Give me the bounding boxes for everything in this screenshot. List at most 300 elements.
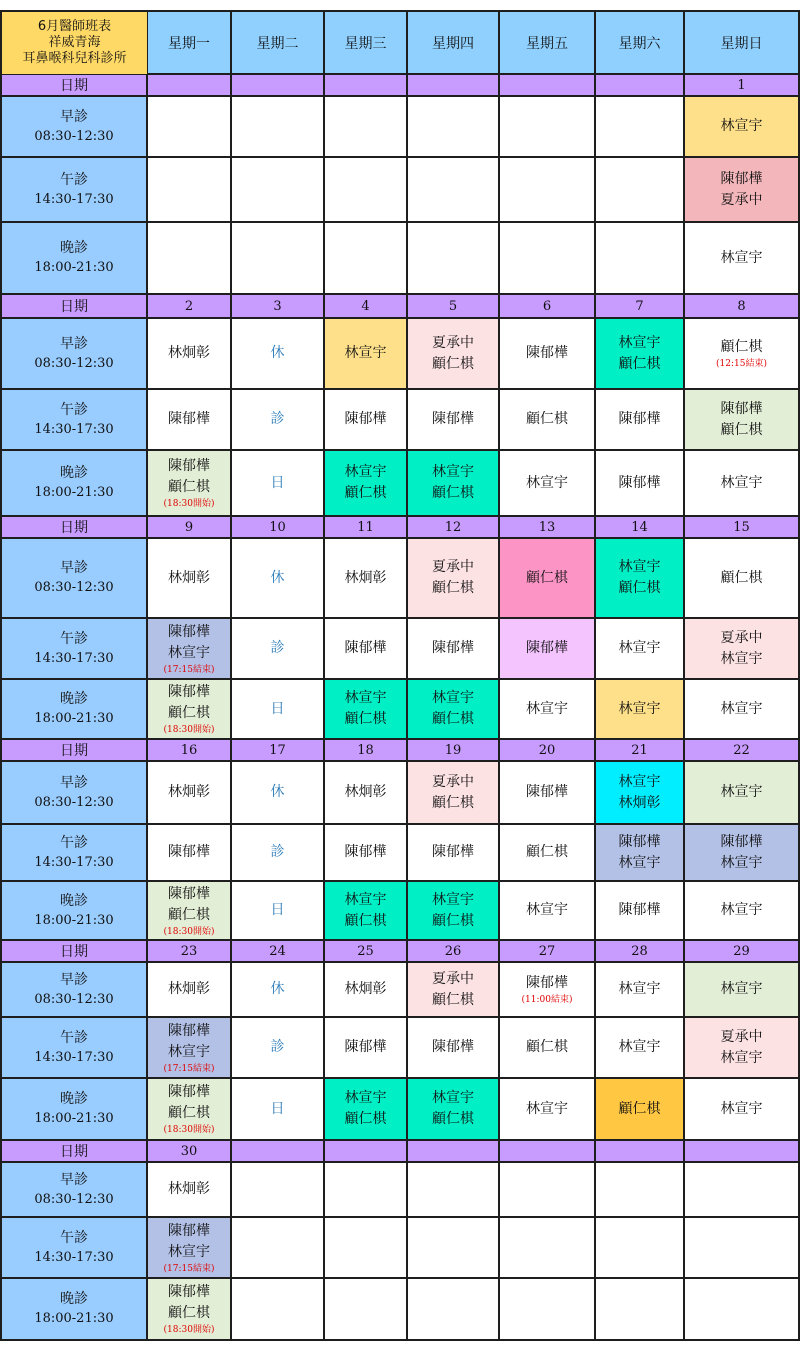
session-time: 18:00-21:30 xyxy=(34,1111,114,1126)
schedule-cell xyxy=(500,762,596,825)
doctor-name: 夏承中 xyxy=(720,629,763,646)
schedule-cell xyxy=(408,1079,500,1141)
schedule-cell xyxy=(500,1079,596,1141)
doctor-name: 顧仁棋 xyxy=(168,479,210,495)
date-cell xyxy=(325,941,408,963)
schedule-cell xyxy=(685,223,800,295)
schedule-cell xyxy=(232,319,325,390)
schedule-cell xyxy=(148,539,232,619)
date-number: 16 xyxy=(180,742,198,758)
doctor-name: 林宣宇 xyxy=(344,891,387,908)
weekday-header xyxy=(408,10,500,75)
session-time: 14:30-17:30 xyxy=(34,1049,114,1065)
schedule-cell xyxy=(685,1218,800,1279)
schedule-cell xyxy=(325,1218,408,1279)
date-cell xyxy=(408,941,500,963)
doctor-name: 林宣宇 xyxy=(720,650,763,667)
schedule-cell xyxy=(685,882,800,941)
date-number: 8 xyxy=(737,298,746,314)
session-time: 18:00-21:30 xyxy=(34,1311,114,1326)
session-label-morning xyxy=(0,1163,148,1218)
schedule-cell xyxy=(325,1018,408,1079)
date-cell xyxy=(408,75,500,97)
doctor-name: 陳郁樺 xyxy=(526,784,568,800)
schedule-cell xyxy=(148,451,232,517)
weekday-label: 星期二 xyxy=(256,35,299,52)
doctor-name: 顧仁棋 xyxy=(526,411,568,427)
schedule-cell xyxy=(232,882,325,941)
doctor-name: 林宣宇 xyxy=(432,891,474,908)
schedule-cell xyxy=(325,390,408,451)
schedule-cell xyxy=(500,1218,596,1279)
doctor-name: 顧仁棋 xyxy=(432,355,474,372)
doctor-name: 陳郁樺 xyxy=(720,170,763,187)
doctor-name: 林宣宇 xyxy=(344,1090,387,1106)
doctor-name: 林炯彰 xyxy=(618,794,661,811)
date-cell xyxy=(408,740,500,762)
date-number: 4 xyxy=(361,298,370,314)
doctor-name: 林宣宇 xyxy=(720,1049,763,1066)
doctor-name: 顧仁棋 xyxy=(526,844,568,860)
doctor-name: 林宣宇 xyxy=(618,773,661,790)
schedule-cell xyxy=(232,963,325,1018)
schedule-cell xyxy=(232,619,325,680)
closed-marker: 日 xyxy=(270,474,285,491)
weekday-label: 星期日 xyxy=(720,35,763,52)
doctor-name: 陳郁樺 xyxy=(168,1284,210,1300)
schedule-cell xyxy=(232,223,325,295)
doctor-name: 顧仁棋 xyxy=(526,1039,568,1055)
schedule-cell xyxy=(232,451,325,517)
schedule-cell xyxy=(596,1279,685,1341)
doctor-name: 林宣宇 xyxy=(720,784,763,800)
date-number: 29 xyxy=(733,943,750,959)
shift-note: (18:30開始) xyxy=(163,1125,215,1135)
date-cell xyxy=(232,75,325,97)
schedule-cell xyxy=(232,1018,325,1079)
doctor-name: 夏承中 xyxy=(720,1028,763,1045)
session-label-afternoon xyxy=(0,1218,148,1279)
date-row-label xyxy=(0,740,148,762)
session-time: 08:30-12:30 xyxy=(34,355,114,371)
doctor-name: 林宣宇 xyxy=(526,700,568,717)
session-name: 早診 xyxy=(60,774,88,791)
shift-note: (17:15結束) xyxy=(163,664,215,675)
date-cell xyxy=(325,517,408,539)
doctor-name: 陳郁樺 xyxy=(526,640,568,656)
session-name: 晚診 xyxy=(60,1091,88,1107)
doctor-name: 顧仁棋 xyxy=(168,1305,210,1321)
schedule-cell xyxy=(685,619,800,680)
session-time: 08:30-12:30 xyxy=(34,794,114,810)
schedule-cell xyxy=(685,158,800,223)
date-cell xyxy=(685,295,800,319)
doctor-name: 林宣宇 xyxy=(720,249,763,266)
date-cell xyxy=(685,740,800,762)
session-name: 午診 xyxy=(60,401,88,418)
date-cell xyxy=(232,1141,325,1163)
session-label-morning xyxy=(0,963,148,1018)
date-number: 7 xyxy=(635,298,644,314)
doctor-name: 陳郁樺 xyxy=(432,411,474,427)
doctor-name: 林宣宇 xyxy=(618,700,661,717)
session-name: 晚診 xyxy=(60,1291,88,1307)
session-time: 08:30-12:30 xyxy=(34,991,114,1007)
session-label-evening xyxy=(0,1279,148,1341)
doctor-name: 林宣宇 xyxy=(720,700,763,717)
session-name: 晚診 xyxy=(60,892,88,909)
schedule-cell xyxy=(325,1079,408,1141)
schedule-cell xyxy=(500,451,596,517)
date-cell xyxy=(500,295,596,319)
date-cell xyxy=(148,75,232,97)
doctor-name: 夏承中 xyxy=(432,970,474,987)
date-number: 9 xyxy=(184,519,194,535)
shift-note: (18:30開始) xyxy=(163,926,215,937)
session-time: 18:00-21:30 xyxy=(34,260,114,275)
date-label-text: 日期 xyxy=(60,520,88,536)
schedule-cell xyxy=(596,963,685,1018)
doctor-name: 陳郁樺 xyxy=(720,833,763,850)
doctor-name: 林宣宇 xyxy=(618,981,661,997)
doctor-name: 林宣宇 xyxy=(168,1243,210,1260)
date-number: 21 xyxy=(631,742,648,758)
date-row-label xyxy=(0,941,148,963)
schedule-cell xyxy=(148,619,232,680)
schedule-cell xyxy=(500,319,596,390)
doctor-name: 陳郁樺 xyxy=(168,623,210,640)
date-cell xyxy=(148,1141,232,1163)
schedule-cell xyxy=(148,825,232,882)
closed-marker: 日 xyxy=(270,700,285,717)
date-cell xyxy=(596,1141,685,1163)
doctor-name: 林宣宇 xyxy=(168,1043,210,1060)
session-time: 14:30-17:30 xyxy=(34,191,114,207)
schedule-cell xyxy=(408,1279,500,1341)
session-label-evening xyxy=(0,882,148,941)
schedule-cell xyxy=(596,680,685,740)
session-time: 08:30-12:30 xyxy=(34,580,114,595)
date-number: 2 xyxy=(184,298,194,314)
schedule-cell xyxy=(325,762,408,825)
schedule-cell xyxy=(408,1018,500,1079)
date-number: 11 xyxy=(357,519,374,535)
date-cell xyxy=(325,295,408,319)
schedule-cell xyxy=(500,963,596,1018)
schedule-cell xyxy=(232,762,325,825)
date-cell xyxy=(148,517,232,539)
doctor-name: 陳郁樺 xyxy=(168,458,210,474)
doctor-name: 林炯彰 xyxy=(344,981,387,997)
schedule-cell xyxy=(500,390,596,451)
date-number: 3 xyxy=(273,298,282,314)
doctor-name: 林宣宇 xyxy=(618,559,661,575)
date-number: 12 xyxy=(444,519,462,535)
date-number: 10 xyxy=(269,519,286,535)
schedule-cell xyxy=(408,319,500,390)
date-label-text: 日期 xyxy=(60,78,88,94)
doctor-name: 林宣宇 xyxy=(618,334,661,351)
doctor-name: 林炯彰 xyxy=(168,784,210,800)
schedule-cell xyxy=(685,1018,800,1079)
schedule-cell xyxy=(232,539,325,619)
date-cell xyxy=(500,517,596,539)
doctor-name: 顧仁棋 xyxy=(720,569,763,586)
date-label-text: 日期 xyxy=(60,743,88,759)
doctor-name: 林宣宇 xyxy=(720,118,763,134)
shift-note: (18:30開始) xyxy=(163,499,215,509)
schedule-cell xyxy=(596,1018,685,1079)
date-cell xyxy=(408,1141,500,1163)
session-time: 14:30-17:30 xyxy=(34,1249,114,1265)
weekday-label: 星期五 xyxy=(526,35,568,52)
doctor-name: 陳郁樺 xyxy=(168,411,210,427)
doctor-name: 陳郁樺 xyxy=(344,640,387,656)
date-cell xyxy=(685,1141,800,1163)
date-cell xyxy=(325,75,408,97)
session-time: 14:30-17:30 xyxy=(34,421,114,437)
schedule-cell xyxy=(148,223,232,295)
date-row-label xyxy=(0,1141,148,1163)
doctor-name: 陳郁樺 xyxy=(618,902,661,918)
schedule-cell xyxy=(232,97,325,158)
doctor-name: 顧仁棋 xyxy=(344,485,387,501)
schedule-cell xyxy=(325,97,408,158)
schedule-cell xyxy=(500,158,596,223)
schedule-cell xyxy=(596,319,685,390)
doctor-name: 陳郁樺 xyxy=(168,1222,210,1239)
schedule-cell xyxy=(408,963,500,1018)
session-label-afternoon xyxy=(0,825,148,882)
doctor-name: 陳郁樺 xyxy=(720,400,763,417)
schedule-cell xyxy=(685,539,800,619)
date-label-text: 日期 xyxy=(60,944,88,960)
session-name: 午診 xyxy=(60,171,88,188)
doctor-name: 陳郁樺 xyxy=(432,1039,474,1055)
session-time: 14:30-17:30 xyxy=(34,854,114,870)
schedule-cell xyxy=(685,97,800,158)
closed-marker: 診 xyxy=(270,640,285,656)
schedule-cell xyxy=(685,1163,800,1218)
schedule-cell xyxy=(596,619,685,680)
doctor-name: 陳郁樺 xyxy=(432,844,474,860)
schedule-cell xyxy=(500,539,596,619)
session-name: 早診 xyxy=(60,1171,88,1188)
doctor-name: 林宣宇 xyxy=(344,690,387,706)
weekday-header xyxy=(325,10,408,75)
date-cell xyxy=(685,75,800,97)
doctor-name: 林炯彰 xyxy=(168,1181,210,1197)
date-cell xyxy=(325,1141,408,1163)
date-cell xyxy=(596,740,685,762)
schedule-cell xyxy=(148,1018,232,1079)
session-name: 早診 xyxy=(60,560,88,576)
schedule-cell xyxy=(325,963,408,1018)
date-number: 15 xyxy=(733,519,750,535)
weekday-label: 星期六 xyxy=(618,35,661,52)
date-number: 24 xyxy=(269,943,286,959)
date-number: 26 xyxy=(444,943,462,959)
doctor-name: 陳郁樺 xyxy=(344,1039,387,1055)
shift-note: (18:30開始) xyxy=(163,725,215,735)
session-label-afternoon xyxy=(0,1018,148,1079)
doctor-name: 顧仁棋 xyxy=(432,485,474,501)
schedule-cell xyxy=(408,390,500,451)
schedule-cell xyxy=(232,1163,325,1218)
table-title xyxy=(0,10,149,76)
schedule-cell xyxy=(148,319,232,390)
doctor-name: 陳郁樺 xyxy=(168,1084,210,1100)
schedule-cell xyxy=(408,158,500,223)
date-label-text: 日期 xyxy=(60,299,88,315)
doctor-name: 陳郁樺 xyxy=(432,640,474,656)
session-time: 18:00-21:30 xyxy=(34,912,114,928)
doctor-name: 顧仁棋 xyxy=(344,912,387,929)
date-label-text: 日期 xyxy=(60,1144,88,1160)
schedule-cell xyxy=(148,158,232,223)
schedule-cell xyxy=(685,451,800,517)
date-number: 19 xyxy=(444,742,462,758)
doctor-name: 林宣宇 xyxy=(526,474,568,491)
session-label-evening xyxy=(0,451,148,517)
doctor-name: 林炯彰 xyxy=(168,345,210,361)
doctor-name: 夏承中 xyxy=(720,191,763,208)
schedule-cell xyxy=(325,223,408,295)
schedule-cell xyxy=(232,1279,325,1341)
doctor-name: 顧仁棋 xyxy=(344,711,387,727)
doctor-name: 林宣宇 xyxy=(344,464,387,480)
doctor-name: 夏承中 xyxy=(432,773,474,790)
session-label-afternoon xyxy=(0,390,148,451)
doctor-name: 顧仁棋 xyxy=(344,1111,387,1127)
shift-note: (18:30開始) xyxy=(163,1325,215,1335)
date-number: 28 xyxy=(631,943,648,959)
weekday-header xyxy=(232,10,325,75)
session-label-morning xyxy=(0,539,148,619)
doctor-name: 顧仁棋 xyxy=(168,1105,210,1121)
weekday-header xyxy=(685,10,800,75)
schedule-cell xyxy=(596,762,685,825)
shift-note: (11:00結束) xyxy=(521,995,573,1005)
doctor-name: 顧仁棋 xyxy=(432,580,474,596)
session-label-evening xyxy=(0,1079,148,1141)
doctor-name: 顧仁棋 xyxy=(432,912,474,929)
schedule-cell xyxy=(500,1279,596,1341)
session-label-morning xyxy=(0,97,148,158)
schedule-cell xyxy=(685,1279,800,1341)
date-number: 1 xyxy=(737,77,746,93)
date-cell xyxy=(148,941,232,963)
schedule-cell xyxy=(596,1079,685,1141)
schedule-cell xyxy=(500,680,596,740)
doctor-name: 林炯彰 xyxy=(168,981,210,997)
date-cell xyxy=(500,75,596,97)
date-cell xyxy=(500,740,596,762)
schedule-cell xyxy=(596,882,685,941)
doctor-name: 林宣宇 xyxy=(720,1100,763,1117)
session-time: 14:30-17:30 xyxy=(34,650,114,666)
date-cell xyxy=(408,295,500,319)
schedule-cell xyxy=(325,158,408,223)
schedule-cell xyxy=(408,97,500,158)
doctor-name: 林宣宇 xyxy=(344,345,387,361)
date-cell xyxy=(596,75,685,97)
doctor-name: 陳郁樺 xyxy=(344,411,387,427)
schedule-cell xyxy=(596,1218,685,1279)
schedule-cell xyxy=(500,1018,596,1079)
title-line-month: 6月醫師班表 xyxy=(37,19,112,34)
schedule-cell xyxy=(325,451,408,517)
session-label-afternoon xyxy=(0,158,148,223)
schedule-cell xyxy=(325,825,408,882)
schedule-cell xyxy=(596,825,685,882)
session-label-evening xyxy=(0,223,148,295)
doctor-name: 顧仁棋 xyxy=(618,355,661,372)
schedule-cell xyxy=(500,223,596,295)
doctor-name: 林宣宇 xyxy=(618,854,661,871)
schedule-cell xyxy=(500,882,596,941)
date-cell xyxy=(596,941,685,963)
date-cell xyxy=(408,517,500,539)
schedule-cell xyxy=(325,539,408,619)
closed-marker: 休 xyxy=(270,569,285,586)
weekday-label: 星期一 xyxy=(168,35,210,52)
schedule-cell xyxy=(408,223,500,295)
closed-marker: 休 xyxy=(270,345,285,361)
schedule-cell xyxy=(148,680,232,740)
schedule-cell xyxy=(596,451,685,517)
doctor-name: 林宣宇 xyxy=(526,1100,568,1117)
session-name: 午診 xyxy=(60,630,88,647)
session-name: 早診 xyxy=(60,971,88,988)
doctor-name: 陳郁樺 xyxy=(344,844,387,860)
date-cell xyxy=(232,941,325,963)
date-cell xyxy=(232,517,325,539)
schedule-cell xyxy=(148,1163,232,1218)
schedule-cell xyxy=(685,825,800,882)
session-label-morning xyxy=(0,762,148,825)
doctor-name: 顧仁棋 xyxy=(432,991,474,1008)
date-row-label xyxy=(0,295,148,319)
date-cell xyxy=(325,740,408,762)
schedule-cell xyxy=(148,963,232,1018)
doctor-name: 陳郁樺 xyxy=(618,411,661,427)
doctor-name: 顧仁棋 xyxy=(432,794,474,811)
date-number: 14 xyxy=(631,519,648,535)
closed-marker: 診 xyxy=(270,844,285,860)
doctor-name: 林炯彰 xyxy=(344,569,387,586)
schedule-cell xyxy=(325,882,408,941)
doctor-name: 顧仁棋 xyxy=(618,1100,661,1117)
schedule-cell xyxy=(232,158,325,223)
schedule-cell xyxy=(596,390,685,451)
date-row-label xyxy=(0,75,148,97)
schedule-cell xyxy=(596,1163,685,1218)
schedule-cell xyxy=(408,825,500,882)
doctor-name: 顧仁棋 xyxy=(432,711,474,727)
schedule-cell xyxy=(500,97,596,158)
doctor-name: 林宣宇 xyxy=(526,902,568,918)
date-number: 20 xyxy=(538,742,556,758)
doctor-name: 顧仁棋 xyxy=(168,906,210,923)
schedule-cell xyxy=(500,825,596,882)
date-number: 25 xyxy=(357,943,374,959)
date-number: 18 xyxy=(357,742,374,758)
schedule-cell xyxy=(685,680,800,740)
doctor-name: 夏承中 xyxy=(432,559,474,575)
session-label-morning xyxy=(0,319,148,390)
session-name: 午診 xyxy=(60,834,88,851)
